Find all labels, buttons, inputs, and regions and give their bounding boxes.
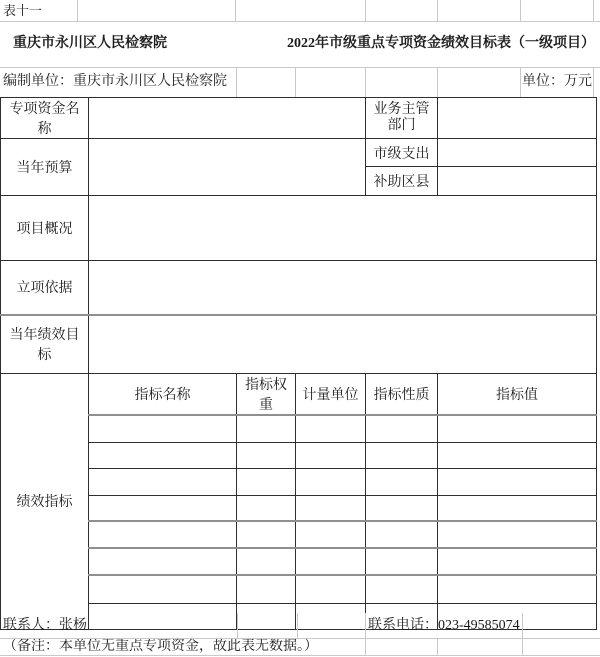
gridline [437,638,438,655]
gridline [237,613,238,638]
kpi-cell[interactable] [237,442,296,468]
kpi-cell[interactable] [366,575,438,603]
kpi-cell[interactable] [237,548,296,575]
gridline [0,655,600,656]
gridline [0,638,600,639]
kpi-section-label: 绩效指标 [1,374,89,630]
dept-label: 业务主管部门 [366,98,438,139]
gridline [593,0,594,21]
gridline [297,613,298,638]
kpi-cell[interactable] [366,468,438,495]
kpi-header-name: 指标名称 [89,374,237,416]
dept-input[interactable] [438,98,597,139]
gridline [520,67,521,97]
city-expense-input[interactable] [438,139,597,167]
gridline [0,67,600,68]
gridline [365,0,366,21]
gridline [0,21,600,22]
gridline [437,67,438,97]
gridline [236,67,237,97]
kpi-cell[interactable] [89,603,237,629]
budget-input[interactable] [89,139,366,196]
kpi-cell[interactable] [438,495,597,521]
overview-label: 项目概况 [1,196,89,261]
report-title: 2022年市级重点专项资金绩效目标表（一级项目） [287,36,595,51]
kpi-header-unit: 计量单位 [296,374,366,416]
kpi-cell[interactable] [237,495,296,521]
gridline [522,613,523,638]
special-fund-name-label: 专项资金名称 [1,98,89,139]
kpi-cell[interactable] [237,468,296,495]
prepared-by: 编制单位：重庆市永川区人民检察院 [3,74,227,89]
kpi-cell[interactable] [89,442,237,468]
kpi-cell[interactable] [438,575,597,603]
remark-note: （备注：本单位无重点专项资金，故此表无数据。） [3,639,318,654]
kpi-row [1,468,597,495]
kpi-cell[interactable] [296,415,366,442]
special-fund-name-input[interactable] [89,98,366,139]
kpi-cell[interactable] [366,442,438,468]
kpi-cell[interactable] [296,575,366,603]
gridline [522,638,523,655]
kpi-cell[interactable] [366,521,438,548]
kpi-cell[interactable] [296,442,366,468]
basis-input[interactable] [89,261,597,315]
kpi-row [1,415,597,442]
gridline [365,638,366,655]
unit-note: 单位：万元 [522,74,592,89]
kpi-cell[interactable] [237,603,296,629]
kpi-row [1,495,597,521]
kpi-cell[interactable] [366,415,438,442]
kpi-cell[interactable] [89,415,237,442]
gridline [365,613,366,638]
gridline [593,67,594,97]
gridline [295,67,296,97]
kpi-cell[interactable] [366,495,438,521]
annual-target-label: 当年绩效目标 [1,315,89,374]
contact-person: 联系人：张杨 [3,618,87,633]
kpi-row [1,575,597,603]
kpi-cell[interactable] [89,468,237,495]
org-name-title: 重庆市永川区人民检察院 [13,36,167,51]
gridline [77,0,78,21]
kpi-header-value: 指标值 [438,374,597,416]
kpi-row [1,521,597,548]
annual-target-input[interactable] [89,315,597,374]
contact-phone: 联系电话：023-49585074 [368,618,520,633]
kpi-cell[interactable] [296,603,366,629]
kpi-header-weight: 指标权重 [237,374,296,416]
kpi-header-nature: 指标性质 [366,374,438,416]
kpi-cell[interactable] [438,548,597,575]
kpi-cell[interactable] [237,521,296,548]
gridline [520,0,521,21]
gridline [235,0,236,21]
kpi-cell[interactable] [89,521,237,548]
kpi-cell[interactable] [438,415,597,442]
kpi-row [1,548,597,575]
kpi-cell[interactable] [237,415,296,442]
kpi-cell[interactable] [89,548,237,575]
subsidy-label: 补助区县 [366,167,438,196]
basis-label: 立项依据 [1,261,89,315]
city-expense-label: 市级支出 [366,139,438,167]
overview-input[interactable] [89,196,597,261]
gridline [365,67,366,97]
gridline [437,0,438,21]
kpi-cell[interactable] [438,442,597,468]
kpi-cell[interactable] [438,468,597,495]
kpi-cell[interactable] [237,575,296,603]
form-table [0,97,597,630]
kpi-cell[interactable] [296,521,366,548]
kpi-cell[interactable] [89,575,237,603]
kpi-row [1,442,597,468]
kpi-cell[interactable] [296,495,366,521]
subsidy-input[interactable] [438,167,597,196]
kpi-cell[interactable] [438,521,597,548]
kpi-cell[interactable] [89,495,237,521]
budget-label: 当年预算 [1,139,89,196]
kpi-cell[interactable] [366,548,438,575]
kpi-cell[interactable] [296,548,366,575]
kpi-cell[interactable] [296,468,366,495]
sheet-label: 表十一 [3,3,43,18]
